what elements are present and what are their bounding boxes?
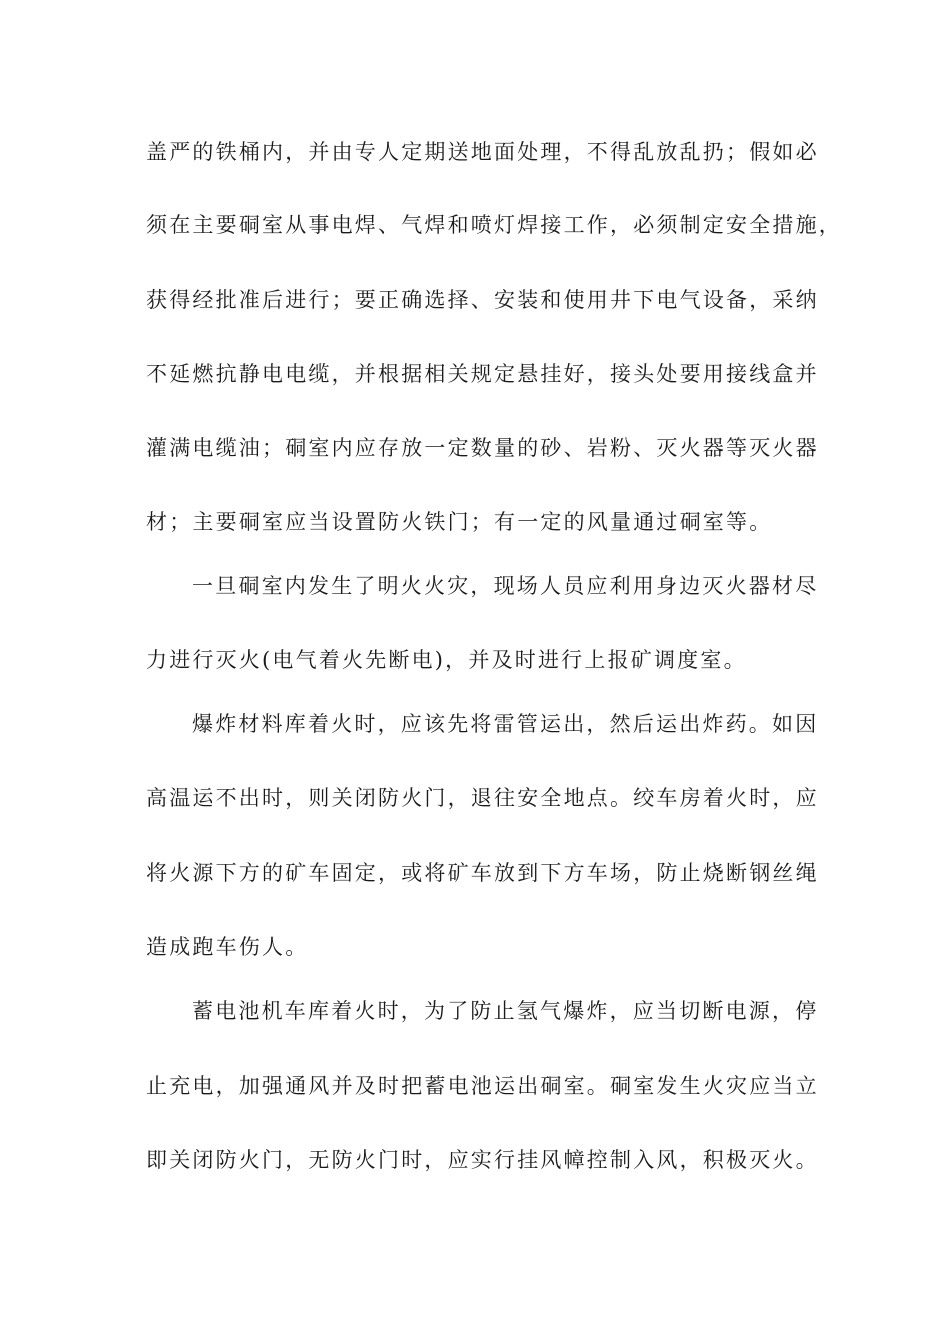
text-line: 高温运不出时，则关闭防火门，退往安全地点。绞车房着火时，应 bbox=[146, 786, 819, 810]
text-line: 力进行灭火(电气着火先断电)，并及时进行上报矿调度室。 bbox=[146, 648, 747, 672]
text-line: 不延燃抗静电电缆，并根据相关规定悬挂好，接头处要用接线盒并 bbox=[146, 362, 819, 386]
paragraph-first-line: 一旦硐室内发生了明火火灾，现场人员应利用身边灭火器材尽 bbox=[192, 574, 819, 598]
paragraph-first-line: 蓄电池机车库着火时，为了防止氢气爆炸，应当切断电源，停 bbox=[192, 999, 819, 1023]
text-line: 即关闭防火门，无防火门时，应实行挂风幛控制入风，积极灭火。 bbox=[146, 1148, 819, 1172]
text-line: 材；主要硐室应当设置防火铁门；有一定的风量通过硐室等。 bbox=[146, 510, 773, 534]
text-line: 灌满电缆油；硐室内应存放一定数量的砂、岩粉、灭火器等灭火器 bbox=[146, 436, 819, 460]
text-line: 须在主要硐室从事电焊、气焊和喷灯焊接工作，必须制定安全措施， bbox=[146, 213, 842, 237]
text-line: 将火源下方的矿车固定，或将矿车放到下方车场，防止烧断钢丝绳 bbox=[146, 861, 819, 885]
text-line: 造成跑车伤人。 bbox=[146, 935, 309, 959]
text-line: 盖严的铁桶内，并由专人定期送地面处理，不得乱放乱扔；假如必 bbox=[146, 140, 819, 164]
text-line: 获得经批准后进行；要正确选择、安装和使用井下电气设备，采纳 bbox=[146, 288, 819, 312]
paragraph-first-line: 爆炸材料库着火时，应该先将雷管运出，然后运出炸药。如因 bbox=[192, 712, 819, 736]
text-line: 止充电，加强通风并及时把蓄电池运出硐室。硐室发生火灾应当立 bbox=[146, 1074, 819, 1098]
